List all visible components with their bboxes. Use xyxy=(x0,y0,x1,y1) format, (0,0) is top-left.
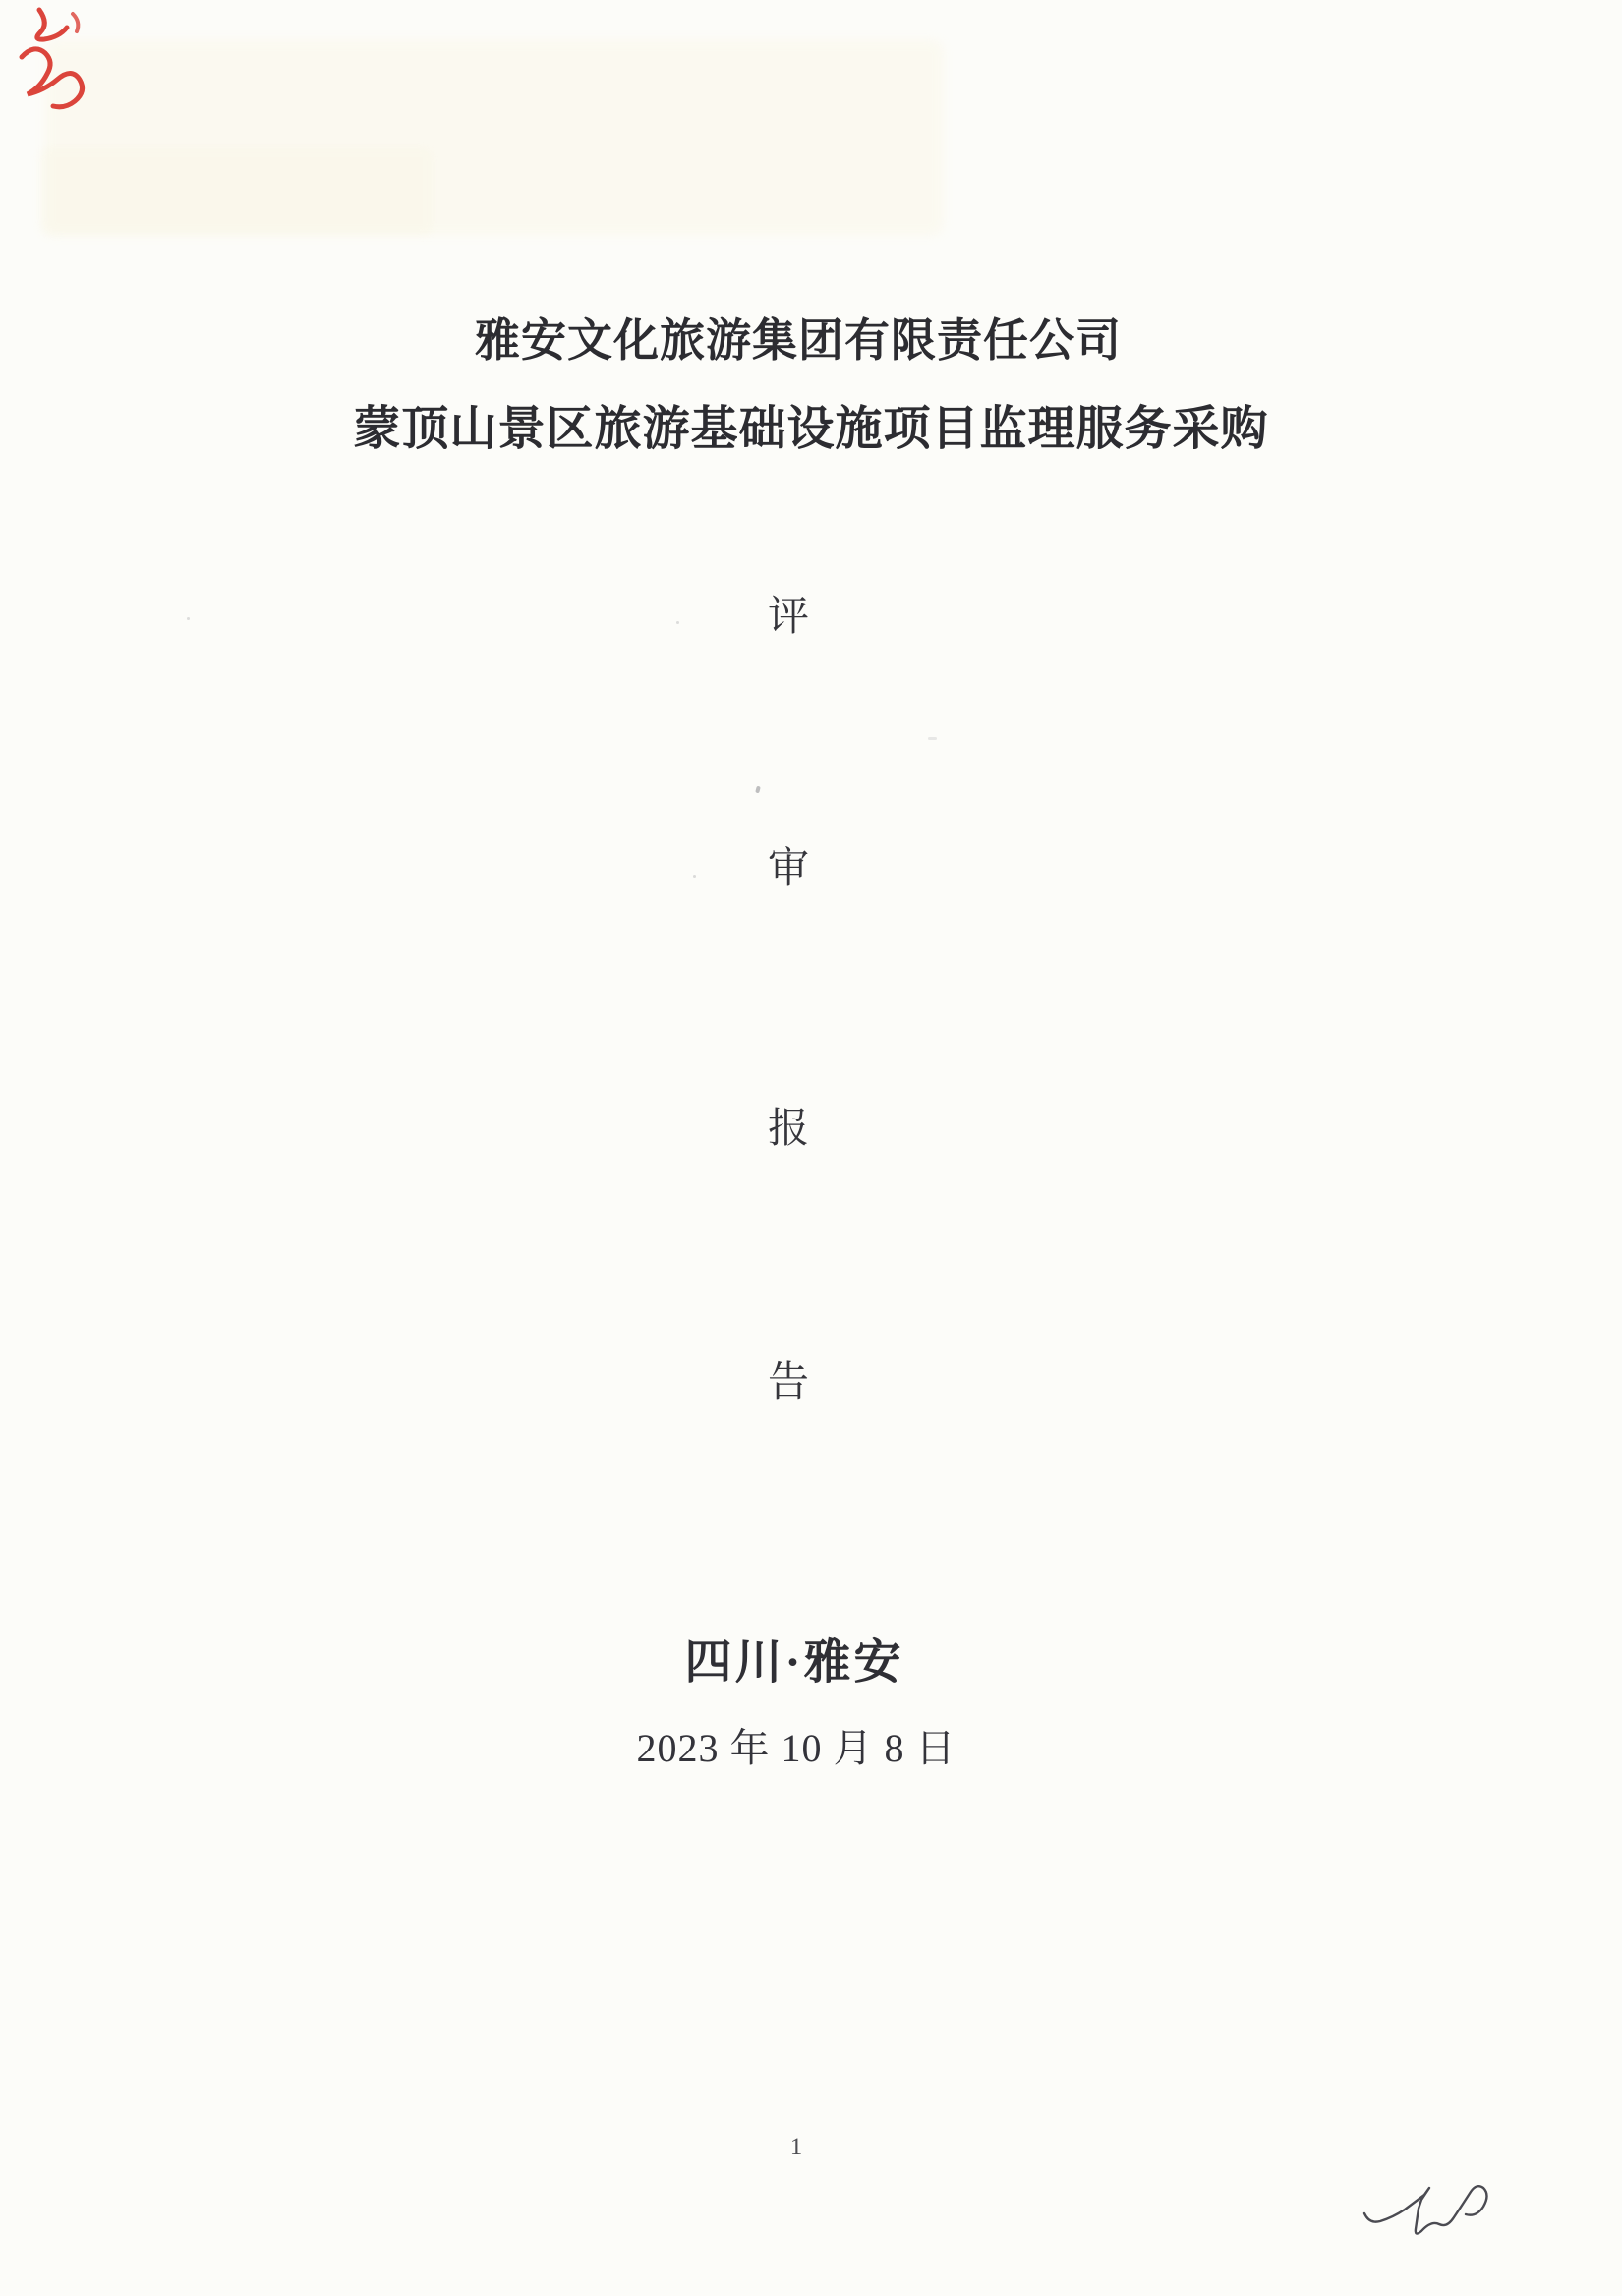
vertical-title-char-1: 评 xyxy=(767,595,809,640)
scan-paper-tint xyxy=(39,147,433,236)
title-line-1: 雅安文化旅游集团有限责任公司 xyxy=(475,316,1122,366)
title-line-2: 蒙顶山景区旅游基础设施项目监理服务采购 xyxy=(353,403,1269,455)
location-line: 四川·雅安 xyxy=(684,1636,904,1689)
handwritten-signature xyxy=(1360,2180,1501,2243)
scan-speck xyxy=(187,617,190,620)
date-line: 2023 年 10 月 8 日 xyxy=(636,1726,956,1770)
vertical-title-char-3: 报 xyxy=(767,1107,809,1152)
scan-speck xyxy=(755,786,761,794)
vertical-title-char-2: 审 xyxy=(767,846,809,891)
vertical-title-char-4: 告 xyxy=(767,1360,809,1406)
red-pen-scribble xyxy=(10,4,113,114)
scan-speck xyxy=(676,621,679,624)
page-number: 1 xyxy=(789,2134,803,2160)
scan-speck xyxy=(693,875,696,878)
scan-speck xyxy=(928,737,937,740)
